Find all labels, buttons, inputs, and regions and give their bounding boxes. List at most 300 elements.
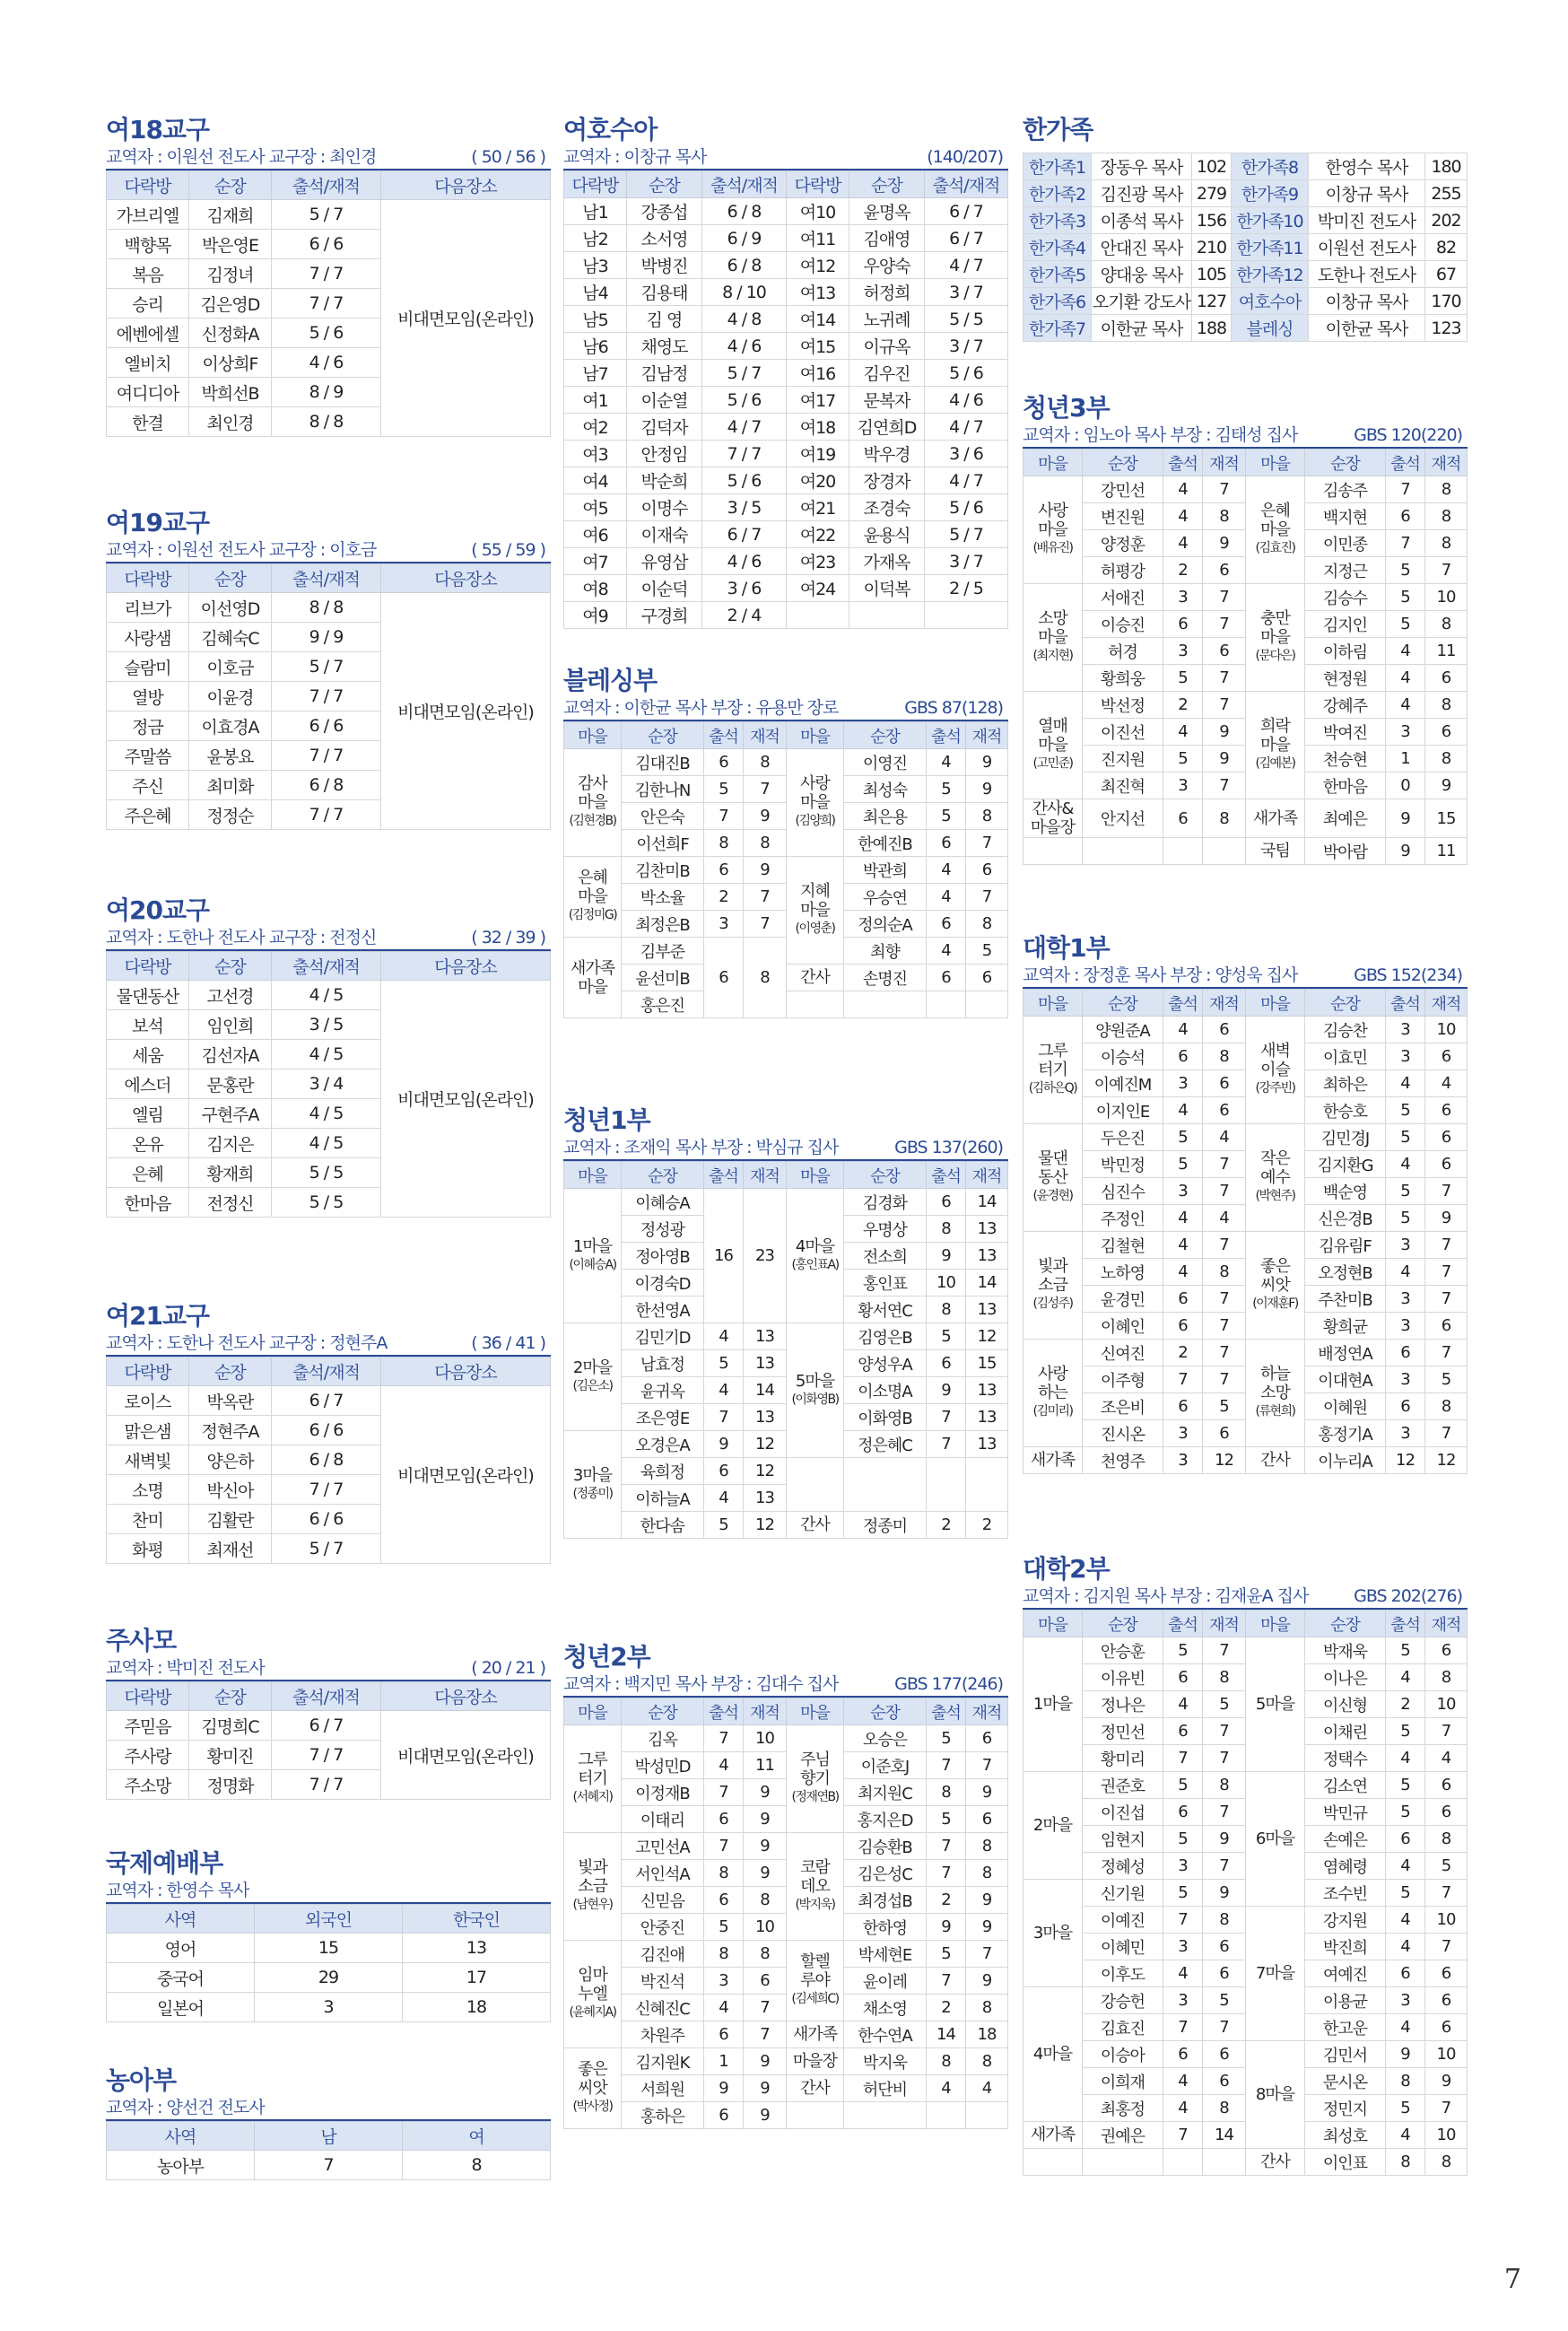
table-cell: 11: [1425, 638, 1468, 665]
table-cell: 9: [966, 776, 1008, 803]
table-cell: [1024, 1772, 1083, 1880]
town-name: 할렐: [800, 1952, 830, 1971]
table-cell: 3: [704, 1968, 744, 1995]
table-cell: 9: [1203, 530, 1246, 557]
table-cell: 정현주A: [189, 1416, 272, 1445]
table-cell: 전정신: [189, 1188, 272, 1218]
table-cell: 남1: [564, 198, 627, 225]
table-row: [564, 991, 1008, 1018]
table-row: [1024, 557, 1468, 584]
table-cell: 김부준: [622, 938, 704, 965]
table-cell: 3: [1386, 1286, 1425, 1313]
table-cell: 8: [1425, 476, 1468, 503]
table-cell: [1246, 1017, 1305, 1124]
table-row: [564, 776, 1008, 803]
table-cell: 2 / 5: [925, 575, 1008, 602]
table-cell: 9: [1425, 2068, 1468, 2095]
table-cell: 정명화: [189, 1770, 272, 1800]
header-cell: 마을: [564, 1698, 622, 1725]
table-cell: 진지원: [1083, 746, 1163, 773]
table-row: [1024, 315, 1468, 342]
staff-line: 교역자 : 백지민 목사 부장 : 김대수 집사: [563, 1674, 839, 1694]
table-cell: 세움: [107, 1040, 189, 1069]
table-cell: 7: [1386, 530, 1425, 557]
header-cell: 다락방: [107, 564, 189, 593]
table-cell: [1246, 584, 1305, 692]
table-cell: 강혜주: [1305, 692, 1386, 719]
table-cell: [925, 602, 1008, 629]
table-cell: 권예은: [1083, 2122, 1163, 2149]
town-leader: (박현주): [1255, 1189, 1295, 1203]
table-cell: 여23: [787, 548, 849, 575]
table-cell: 7: [1203, 1151, 1246, 1178]
table-cell: 남7: [564, 360, 627, 387]
table-cell: 7: [966, 1752, 1008, 1779]
table-cell: 188: [1192, 315, 1232, 342]
header-cell: 순장: [189, 1682, 272, 1711]
table-cell: 양은하: [189, 1445, 272, 1475]
section-title: 여20교구: [106, 895, 210, 925]
table-cell: 가재옥: [849, 548, 925, 575]
table-cell: 9: [744, 1860, 787, 1887]
table-cell: 비대면모임(온라인): [381, 200, 551, 437]
table-cell: 7: [704, 1725, 744, 1752]
header-cell: 다음장소: [381, 564, 551, 593]
table-cell: [564, 2048, 622, 2129]
town-leader: (김예본): [1255, 756, 1295, 771]
section-univ1: [1023, 933, 1468, 1474]
section-subtitle: [563, 145, 1008, 170]
table-cell: 이효민: [1305, 1043, 1386, 1070]
table-cell: 4: [1163, 476, 1203, 503]
table-cell: 9: [966, 1887, 1008, 1914]
table-cell: 7: [1203, 1340, 1246, 1366]
staff-line: 교역자 : 이한균 목사 부장 : 유용만 장로: [563, 698, 839, 718]
table-cell: [1024, 1124, 1083, 1232]
table-cell: 조은비: [1083, 1393, 1163, 1420]
table-cell: 이승아: [1083, 2041, 1163, 2068]
table-row: [564, 521, 1008, 548]
table-row: [564, 1404, 1008, 1431]
table-cell: [849, 602, 925, 629]
table-row: [1024, 503, 1468, 530]
town-table: [563, 1161, 1008, 1539]
table-cell: 5: [1163, 665, 1203, 692]
table-row: [1024, 1853, 1468, 1880]
table-cell: 5: [1386, 1205, 1425, 1232]
table-cell: 7 / 7: [272, 259, 381, 289]
town-name: 8마을: [1255, 2085, 1295, 2104]
table-cell: 맑은샘: [107, 1416, 189, 1445]
table-cell: 6: [1386, 503, 1425, 530]
town-name: 좋은: [1260, 1257, 1290, 1276]
table-row: [107, 1993, 551, 2022]
table-cell: [1024, 1987, 1083, 2122]
table-cell: 정의순A: [844, 911, 927, 938]
table-cell: 6: [927, 911, 966, 938]
table-cell: 여14: [787, 306, 849, 333]
table-row: [1024, 1366, 1468, 1393]
attendance-count: (140/207): [927, 147, 1003, 167]
table-cell: 신기원: [1083, 1880, 1163, 1907]
table-cell: 손명진: [844, 965, 927, 991]
town-name: 사랑: [1038, 1365, 1067, 1384]
table-cell: [1203, 838, 1246, 865]
town-name: 4마을: [1032, 2045, 1073, 2064]
header-cell: 순장: [844, 1162, 927, 1189]
table-cell: 한가족6: [1024, 288, 1092, 315]
table-cell: 주믿음: [107, 1711, 189, 1741]
table-row: [1024, 1017, 1468, 1043]
header-cell: 순장: [622, 1162, 704, 1189]
table-row: [1024, 153, 1468, 180]
table-cell: 여7: [564, 548, 627, 575]
page-number: 7: [1503, 2264, 1521, 2295]
table-cell: [787, 1458, 844, 1512]
table-cell: 10: [744, 1725, 787, 1752]
table-cell: 여5: [564, 494, 627, 521]
table-cell: 4: [1386, 1907, 1425, 1934]
header-cell: 마을: [787, 1162, 844, 1189]
table-cell: 2: [1386, 1691, 1425, 1718]
table-cell: 양정훈: [1083, 530, 1163, 557]
table-cell: 정정순: [189, 800, 272, 830]
section-youth1: [563, 1105, 1008, 1539]
table-cell: 고민선A: [622, 1833, 704, 1860]
table-row: [564, 387, 1008, 414]
table-cell: 김덕자: [627, 414, 702, 441]
table-cell: 한마음: [107, 1188, 189, 1218]
table-cell: 한예진B: [844, 830, 927, 857]
table-cell: [564, 1941, 622, 2048]
section-title: 청년2부: [563, 1642, 650, 1672]
table-cell: 5 / 6: [272, 319, 381, 348]
table-cell: 7 / 7: [272, 1741, 381, 1770]
table-row: [564, 1995, 1008, 2021]
table-cell: 12: [1203, 1447, 1246, 1474]
town-leader: (정재연B): [791, 1790, 839, 1804]
table-cell: 신정화A: [189, 319, 272, 348]
table-row: [1024, 261, 1468, 288]
table-cell: 8: [1386, 2068, 1425, 2095]
table-cell: 박순희: [627, 467, 702, 494]
table-cell: 7: [927, 1431, 966, 1458]
town-leader: (김세희C): [791, 1992, 839, 2006]
header-cell: 순장: [622, 722, 704, 749]
section-title: 대학2부: [1023, 1554, 1110, 1584]
table-cell: 이진선: [1083, 719, 1163, 746]
leader-table: [106, 563, 551, 830]
header-cell: 다락방: [107, 171, 189, 200]
table-cell: 6: [1203, 1017, 1246, 1043]
town-name: 3마을: [572, 1465, 613, 1485]
table-row: [564, 279, 1008, 306]
table-cell: 8: [966, 1995, 1008, 2021]
staff-line: 교역자 : 한영수 목사: [106, 1881, 249, 1900]
table-cell: 정은혜C: [844, 1431, 927, 1458]
section-yeo18: [106, 115, 551, 437]
table-cell: 김민경J: [1305, 1124, 1386, 1151]
table-cell: 물댄동산: [107, 981, 189, 1010]
town-name-line2: 마을: [578, 887, 607, 906]
table-cell: 6: [744, 1968, 787, 1995]
table-cell: [966, 1458, 1008, 1512]
table-cell: 12: [1425, 1447, 1468, 1474]
table-cell: 유영삼: [627, 548, 702, 575]
table-cell: 7: [255, 2151, 403, 2180]
table-cell: 4: [1163, 719, 1203, 746]
table-cell: 7 / 7: [272, 741, 381, 771]
table-cell: 문복자: [849, 387, 925, 414]
table-cell: 5 / 7: [925, 521, 1008, 548]
table-cell: [564, 1323, 622, 1431]
table-cell: 진시온: [1083, 1420, 1163, 1447]
table-cell: 이정재B: [622, 1779, 704, 1806]
table-cell: 4: [704, 1323, 744, 1350]
table-cell: 이혜승A: [622, 1189, 704, 1216]
table-cell: 최지원C: [844, 1779, 927, 1806]
table-cell: 6: [1386, 1826, 1425, 1853]
table-cell: [1246, 1772, 1305, 1907]
table-cell: 슬람미: [107, 652, 189, 682]
table-cell: 김대진B: [622, 749, 704, 776]
table-cell: 7: [1425, 1286, 1468, 1313]
table-cell: 비대면모임(온라인): [381, 1386, 551, 1564]
town-name: 지혜: [800, 882, 830, 901]
table-cell: [564, 1833, 622, 1941]
table-cell: 허정희: [849, 279, 925, 306]
table-cell: [1024, 1880, 1083, 1987]
table-row: [564, 1941, 1008, 1968]
header-cell: 재적: [1203, 450, 1246, 476]
town-name: 새가족: [792, 2025, 838, 2044]
table-cell: [927, 991, 966, 1018]
table-cell: 남효정: [622, 1350, 704, 1377]
table-cell: 4: [1163, 1017, 1203, 1043]
table-cell: 여15: [787, 333, 849, 360]
table-cell: 13: [966, 1296, 1008, 1323]
table-cell: 염혜령: [1305, 1853, 1386, 1880]
table-cell: 황미리: [1083, 1745, 1163, 1772]
table-cell: 6 / 7: [702, 521, 787, 548]
table-cell: 7: [1203, 1718, 1246, 1745]
table-cell: 7: [744, 776, 787, 803]
table-cell: 최정은B: [622, 911, 704, 938]
leader-table: [106, 1681, 551, 1800]
table-cell: 6: [927, 1189, 966, 1216]
table-cell: 4: [704, 1377, 744, 1404]
table-cell: 9: [966, 749, 1008, 776]
table-cell: 8: [927, 1216, 966, 1243]
town-name-line2: 예수: [1260, 1168, 1290, 1187]
table-cell: 강승헌: [1083, 1987, 1163, 2014]
table-cell: [1024, 584, 1083, 692]
table-row: [564, 575, 1008, 602]
header-cell: 재적: [1203, 1611, 1246, 1637]
attendance-count: ( 36 / 41 ): [471, 1333, 545, 1353]
header-cell: 출석: [927, 1162, 966, 1189]
table-cell: 이예진: [1083, 1907, 1163, 1934]
header-cell: 순장: [1305, 990, 1386, 1017]
table-row: [107, 1711, 551, 1741]
table-cell: 강지원: [1305, 1907, 1386, 1934]
table-cell: [844, 1458, 927, 1512]
table-cell: 윤봉요: [189, 741, 272, 771]
table-cell: 김민서: [1305, 2041, 1386, 2068]
table-row: [564, 1779, 1008, 1806]
table-cell: 2: [1163, 692, 1203, 719]
table-row: [564, 722, 1008, 749]
town-leader: (김은소): [572, 1378, 613, 1393]
table-cell: 박진희: [1305, 1934, 1386, 1960]
table-row: [1024, 2014, 1468, 2041]
table-cell: 7: [704, 803, 744, 830]
ministry-table: [106, 1904, 551, 2022]
table-cell: 6: [1386, 1340, 1425, 1366]
table-cell: 6: [1425, 1987, 1468, 2014]
table-cell: 3: [1163, 638, 1203, 665]
table-cell: 6 / 7: [925, 225, 1008, 252]
table-cell: 5 / 5: [272, 1188, 381, 1218]
table-cell: 3: [1163, 1447, 1203, 1474]
table-cell: 김옥: [622, 1725, 704, 1752]
table-cell: 4: [1163, 1205, 1203, 1232]
table-cell: 김송주: [1305, 476, 1386, 503]
header-cell: 출석: [1386, 450, 1425, 476]
table-cell: 8: [966, 2048, 1008, 2075]
table-cell: 4: [1425, 1070, 1468, 1097]
staff-line: 교역자 : 박미진 전도사: [106, 1658, 265, 1678]
table-cell: 농아부: [107, 2151, 255, 2180]
table-cell: [787, 2021, 844, 2048]
town-name-line2: 마을: [1260, 736, 1290, 755]
section-subtitle: [106, 538, 551, 563]
table-cell: 한가족10: [1232, 207, 1309, 234]
town-name: 감사: [578, 774, 607, 793]
town-name-line2: 씨앗: [1260, 1276, 1290, 1295]
table-cell: 이화영B: [844, 1404, 927, 1431]
table-cell: 최성숙: [844, 776, 927, 803]
table-cell: 3: [1163, 1070, 1203, 1097]
table-cell: 김철현: [1083, 1232, 1163, 1259]
table-cell: 6: [927, 965, 966, 991]
table-cell: 5: [1386, 584, 1425, 611]
table-cell: 8: [1203, 503, 1246, 530]
table-cell: [564, 1431, 622, 1539]
town-leader: (이혜승A): [569, 1257, 616, 1272]
table-cell: 8: [704, 1941, 744, 1968]
table-cell: 6: [1163, 1799, 1203, 1826]
table-cell: 6: [927, 1350, 966, 1377]
table-cell: 12: [744, 1512, 787, 1539]
section-subtitle: [106, 1879, 551, 1904]
table-cell: 12: [744, 1431, 787, 1458]
table-cell: 10: [744, 1914, 787, 1941]
table-cell: 5 / 6: [925, 494, 1008, 521]
table-cell: 9: [744, 2048, 787, 2075]
header-cell: 출석: [704, 722, 744, 749]
table-cell: 9: [966, 1914, 1008, 1941]
section-deaf: [106, 2065, 551, 2180]
table-row: [107, 2151, 551, 2180]
gbs-count: GBS 152(234): [1354, 965, 1462, 985]
table-cell: 6: [704, 2021, 744, 2048]
table-cell: 6: [927, 830, 966, 857]
table-cell: 황희균: [1305, 1313, 1386, 1340]
town-leader: (서혜지): [572, 1790, 613, 1804]
table-cell: 김정녀: [189, 259, 272, 289]
table-cell: 6: [1203, 1420, 1246, 1447]
table-cell: 6: [1425, 1799, 1468, 1826]
town-name: 하늘: [1260, 1365, 1290, 1384]
table-cell: 여12: [787, 252, 849, 279]
table-cell: 박희선B: [189, 378, 272, 407]
table-cell: 김은영D: [189, 289, 272, 319]
table-cell: 김선자A: [189, 1040, 272, 1069]
table-cell: 7: [1163, 1745, 1203, 1772]
table-cell: 82: [1425, 234, 1468, 261]
table-row: [1024, 1232, 1468, 1259]
table-cell: 이원선 전도사: [1309, 234, 1425, 261]
town-leader: (이재훈F): [1252, 1296, 1298, 1311]
table-row: [1024, 1934, 1468, 1960]
table-cell: 정성광: [622, 1216, 704, 1243]
table-row: [1024, 799, 1468, 838]
table-cell: 홍은진: [622, 991, 704, 1018]
table-cell: 구경희: [627, 602, 702, 629]
table-cell: 9: [744, 2075, 787, 2102]
table-cell: 4: [1163, 1097, 1203, 1124]
table-cell: 6: [704, 938, 744, 1018]
town-leader: (김미리): [1032, 1404, 1073, 1419]
town-table: [1023, 989, 1468, 1474]
table-cell: 최하은: [1305, 1070, 1386, 1097]
town-leader: (정종미): [572, 1486, 613, 1501]
table-cell: 주신: [107, 771, 189, 800]
table-cell: 123: [1425, 315, 1468, 342]
table-cell: 정아영B: [622, 1243, 704, 1270]
section-subtitle: [106, 1331, 551, 1357]
table-row: [1024, 692, 1468, 719]
table-cell: 채소영: [844, 1995, 927, 2021]
table-cell: 황희웅: [1083, 665, 1163, 692]
town-name-line2: 씨앗: [578, 2079, 607, 2098]
table-cell: [1024, 1637, 1083, 1772]
table-cell: 홍하은: [622, 2102, 704, 2129]
table-row: [564, 884, 1008, 911]
table-cell: 4: [1386, 2122, 1425, 2149]
table-cell: 이호금: [189, 652, 272, 682]
table-cell: 7: [1425, 1178, 1468, 1205]
table-cell: 최은용: [844, 803, 927, 830]
table-row: [1024, 234, 1468, 261]
table-cell: 5: [966, 938, 1008, 965]
table-cell: 3 / 6: [702, 575, 787, 602]
table-cell: 도한나 전도사: [1309, 261, 1425, 288]
table-cell: 홍지은D: [844, 1806, 927, 1833]
table-cell: 한가족1: [1024, 153, 1092, 180]
table-cell: 7: [1425, 1420, 1468, 1447]
table-cell: 3 / 7: [925, 548, 1008, 575]
table-cell: 5 / 7: [702, 360, 787, 387]
table-cell: 7: [1203, 2014, 1246, 2041]
town-name: 간사: [1260, 1451, 1290, 1470]
header-cell: 출석/재적: [272, 1358, 381, 1386]
section-title: 청년1부: [563, 1105, 650, 1135]
table-cell: 6 / 6: [272, 1505, 381, 1534]
table-row: [1024, 1043, 1468, 1070]
table-cell: 허경: [1083, 638, 1163, 665]
